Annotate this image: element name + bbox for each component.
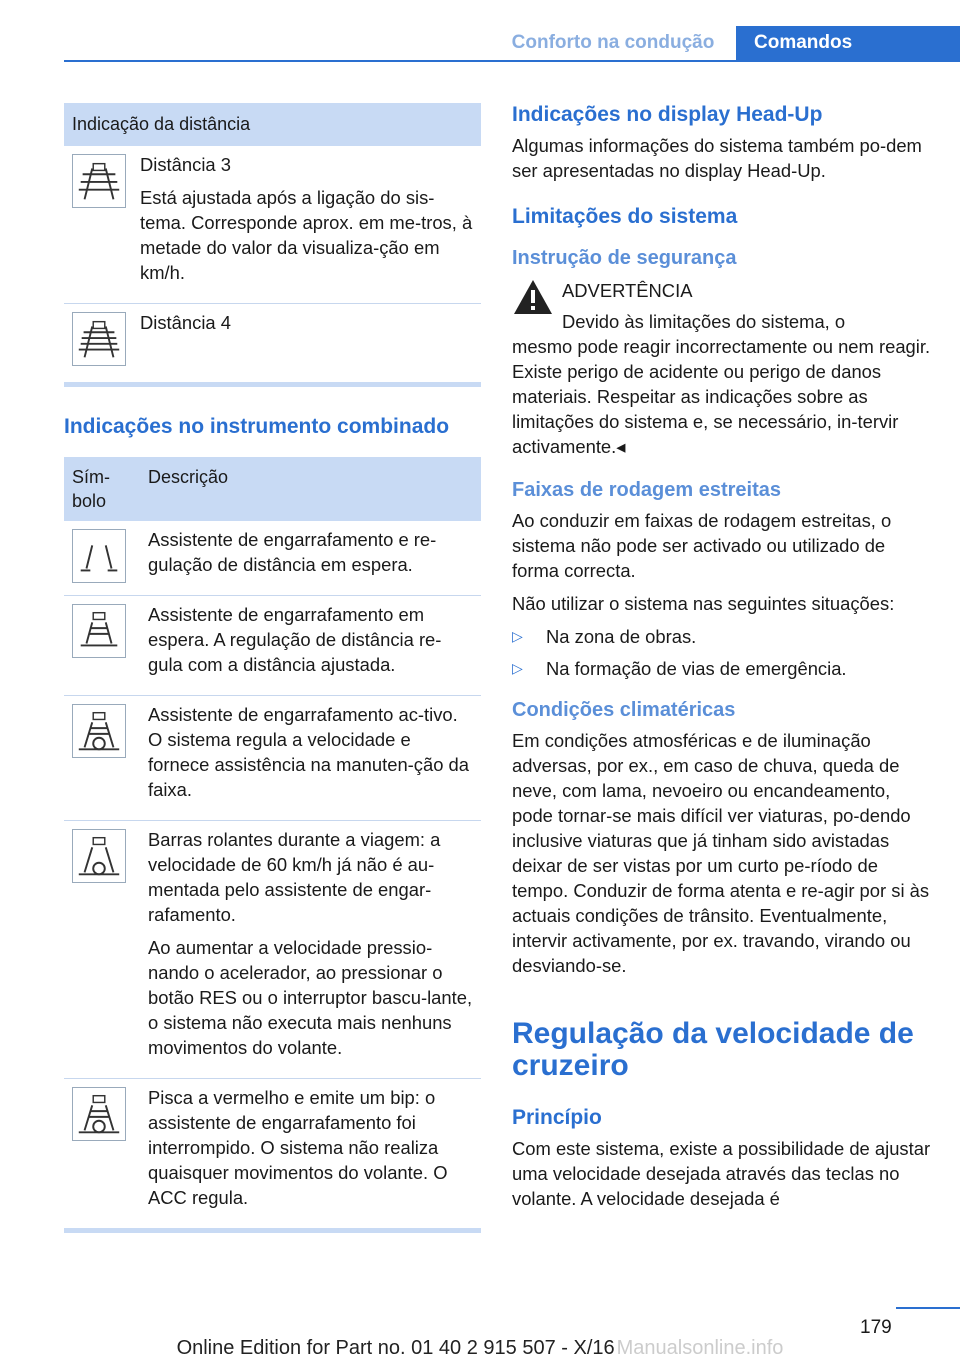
row-text: Pisca a vermelho e emite um bip: o assistente de engarrafamento foi interrompido. O sistema não realiza quaisquer movimentos do volante. O ACC regula. [148,1087,448,1208]
table-row [64,146,481,304]
col-desc: Descrição [148,467,229,487]
principle-text: Com este sistema, existe a possibilidade de ajustar uma velocidade desejada através das teclas no volante. A velocidade desejada é [512,1138,931,1209]
row-title: Distância 3 [140,154,231,175]
watermark: Manualsonline.info [616,1337,784,1359]
safety-heading: Instrução de segurança [512,247,737,269]
warning-text: mesmo pode reagir incorrectamente ou nem reagir. Existe perigo de acidente ou perigo de danos materiais. Respeitar as indicações sobre as limitações do sistema e, se necessário, in-tervir activamente.◂ [512,336,931,457]
narrow-text: Ao conduzir em faixas de rodagem estreitas, o sistema não pode ser activado ou utilizado de forma correcta. [512,510,892,581]
row-text: Assistente de engarrafamento em espera. A regulação de distância re-gula com a distância ajustada. [148,604,442,675]
narrow-text-2: Não utilizar o sistema nas seguintes situações: [512,593,895,614]
distance-4-icon [72,312,126,366]
table-row [64,1079,481,1228]
bullet-icon: ▷ [512,628,523,644]
list-item: ▷ Na formação de vias de emergência. [512,658,847,679]
table-row [64,696,481,821]
table2-header [64,457,481,521]
table-row [64,304,481,374]
table-row [64,821,481,1079]
table-row [64,521,481,596]
row-text: Ao aumentar a velocidade pressio-nando o acelerador, ao pressionar o botão RES ou o interruptor bascu-lante, o sistema não executa mais nenhuns movimentos do volante. [148,937,473,1058]
situation-list [512,624,932,681]
warning-label: ADVERTÊNCIA [562,280,693,301]
row-text: Assistente de engarrafamento e re-gulação de distância em espera. [148,529,437,575]
section-tab: Conforto na condução [511,32,715,53]
row-text: Barras rolantes durante a viagem: a velocidade de 60 km/h já não é au-mentada pelo assistente de engar-rafamento. [148,829,441,925]
limits-heading: Limitações do sistema [512,205,738,228]
table-row [64,596,481,696]
traffic-jam-standby-icon [72,529,126,583]
table1-header: Indicação da distância [64,103,481,146]
right-column [512,103,932,1211]
warning-first-line: Devido às limitações do sistema, o [562,311,846,332]
bullet-icon: ▷ [512,660,523,676]
narrow-heading: Faixas de rodagem estreitas [512,479,782,501]
traffic-jam-standby-distance-icon [72,604,126,658]
col-symbol: Sím-bolo [72,467,110,511]
red-flash-icon [72,1087,126,1141]
row-text: Está ajustada após a ligação do sis-tema. Corresponde aprox. em me-tros, à metade do valor da visualiza-ção em km/h. [140,187,473,283]
row-title: Distância 4 [140,312,231,333]
list-item: ▷ Na zona de obras. [512,626,697,647]
hud-heading: Indicações no display Head-Up [512,103,823,126]
warning-triangle-icon [512,278,554,316]
left-column [64,103,481,1233]
footer [0,1337,960,1360]
weather-heading: Condições climatéricas [512,699,736,721]
traffic-jam-active-icon [72,704,126,758]
cluster-heading: Indicações no instrumento combinado [64,415,450,438]
rolling-bars-icon [72,829,126,883]
page-header [0,0,960,62]
weather-text: Em condições atmosféricas e de iluminação adversas, por ex., em caso de chuva, queda de neve, com lama, nevoeiro ou encandeamento, pode tornar-se mais difícil ver viaturas, po-dendo inclusive viaturas que já tinham sido avistadas deixar de ser vistas por um curto pe-ríodo de tempo. Conduzir de forma atenta e re-agir por si às actuais condições de trânsito. Eventualmente, intervir activamente, por ex. travando, virando ou desviando-se. [512,730,930,976]
distance-3-icon [72,154,126,208]
principle-heading: Princípio [512,1106,602,1129]
chapter-tab: Comandos [736,26,960,60]
table1-end [64,382,481,387]
page-number: 179 [860,1317,892,1338]
footer-rule [896,1307,960,1309]
warning-block [512,278,932,334]
row-text: Assistente de engarrafamento ac-tivo. O sistema regula a velocidade e fornece assistência na manuten-ção da faixa. [148,704,470,800]
hud-text: Algumas informações do sistema também po-dem ser apresentadas no display Head-Up. [512,135,922,181]
edition-text: Online Edition for Part no. 01 40 2 915 507 - X/16 [176,1337,615,1359]
cruise-heading: Regulação da velocidade de cruzeiro [512,1017,914,1082]
header-rule [64,60,960,62]
table2-end [64,1228,481,1233]
